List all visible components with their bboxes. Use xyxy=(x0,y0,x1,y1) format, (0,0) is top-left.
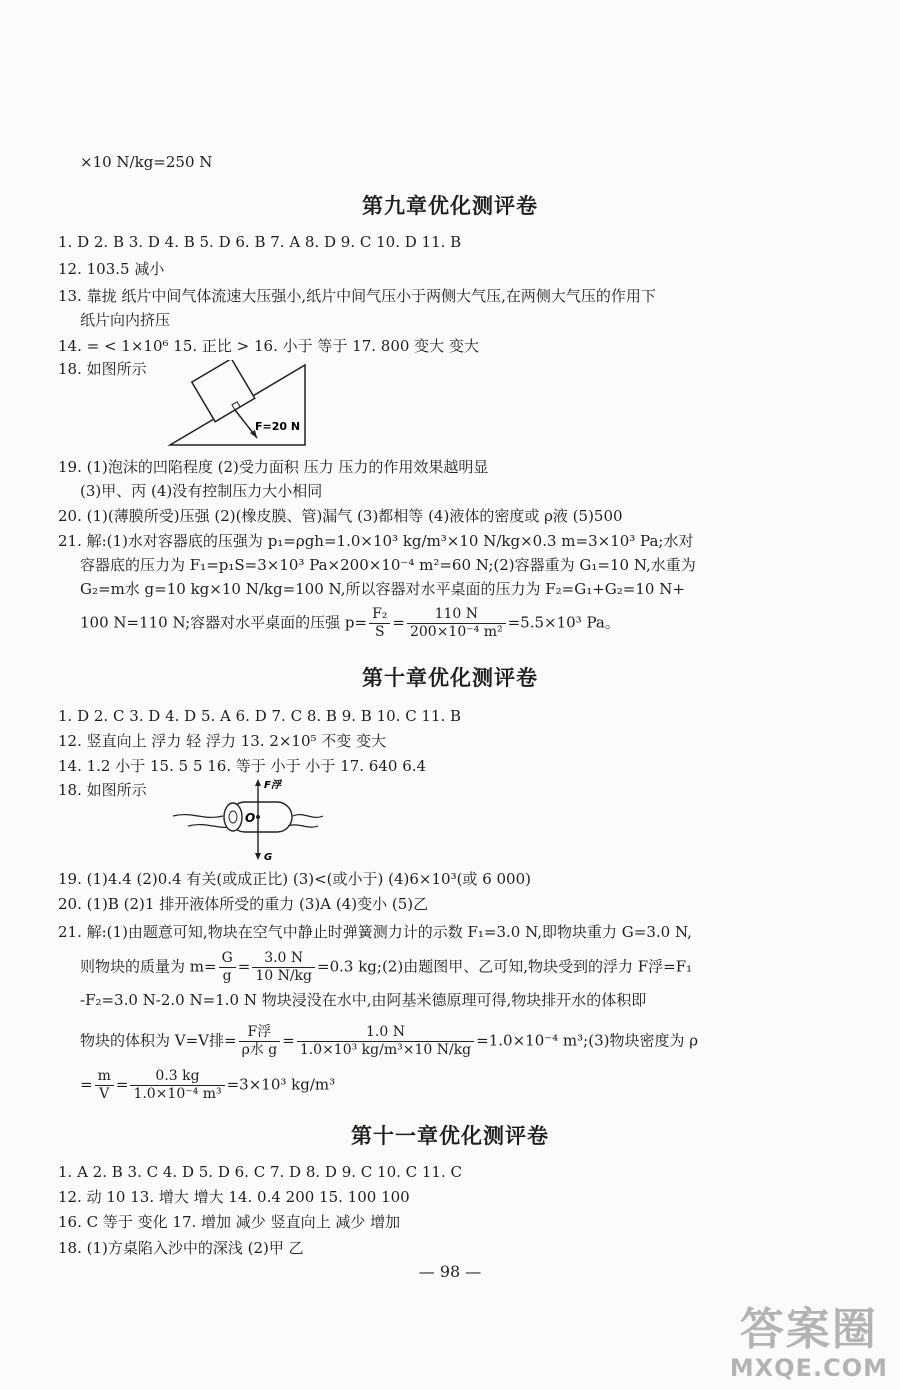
c9-answer-18: 18. 如图所示 xyxy=(58,360,147,378)
c9-answer-19-cont: (3)甲、丙 (4)没有控制压力大小相同 xyxy=(80,482,323,500)
denominator: 10 N/kg xyxy=(255,968,313,984)
numerator: 0.3 kg xyxy=(130,1068,224,1086)
buoyancy-diagram xyxy=(168,776,328,864)
c9-answer-13-cont: 纸片向内挤压 xyxy=(80,311,171,329)
c10-answer-20: 20. (1)B (2)1 排开液体所受的重力 (3)A (4)变小 (5)乙 xyxy=(58,895,429,913)
fraction xyxy=(130,1068,224,1103)
denominator: V xyxy=(99,1086,110,1102)
c9-answer-21-cont1: 容器底的压力为 F₁=p₁S=3×10³ Pa×200×10⁻⁴ m²=60 N;(2)容器重为 G₁=10 N,水重为 xyxy=(80,556,696,574)
c10-answer-21-cont3 xyxy=(80,1024,840,1059)
page-number: — 98 — xyxy=(418,1262,482,1281)
continued-line: ×10 N/kg=250 N xyxy=(80,153,213,171)
chapter-10-title: 第十章优化测评卷 xyxy=(362,666,538,690)
fraction xyxy=(369,606,390,641)
denominator: ρ水 g xyxy=(241,1042,278,1058)
c9-answer-19: 19. (1)泡沫的凹陷程度 (2)受力面积 压力 压力的作用效果越明显 xyxy=(58,458,489,476)
numerator: F₂ xyxy=(369,606,390,624)
denominator: 1.0×10⁻⁴ m³ xyxy=(133,1086,222,1102)
text: = xyxy=(80,1075,93,1094)
incline-force-diagram xyxy=(165,360,315,450)
text: =1.0×10⁻⁴ m³;(3)物块密度为 ρ xyxy=(476,1031,699,1050)
watermark-logo xyxy=(730,1306,888,1382)
c9-answer-20: 20. (1)(薄膜所受)压强 (2)(橡皮膜、管)漏气 (3)都相等 (4)液体的密度或 ρ液 (5)500 xyxy=(58,507,623,525)
fraction xyxy=(239,1024,281,1059)
fraction xyxy=(252,950,315,985)
c10-answers-12-13: 12. 竖直向上 浮力 轻 浮力 13. 2×10⁵ 不变 变大 xyxy=(58,732,387,750)
fraction xyxy=(95,1068,114,1103)
text: 则物块的质量为 m= xyxy=(80,957,217,976)
gravity-label: G xyxy=(264,852,273,863)
fraction xyxy=(407,606,506,641)
denominator: 200×10⁻⁴ m² xyxy=(409,624,503,640)
text: = xyxy=(237,957,251,976)
numerator: G xyxy=(219,950,236,968)
numerator: 110 N xyxy=(407,606,506,624)
denominator: S xyxy=(374,624,385,640)
c10-answers-1-11: 1. D 2. C 3. D 4. D 5. A 6. D 7. C 8. B 9. B 10. C 11. B xyxy=(58,707,462,725)
numerator: 1.0 N xyxy=(297,1024,474,1042)
text: 100 N=110 N;容器对水平桌面的压强 p= xyxy=(80,613,368,632)
c10-answer-18: 18. 如图所示 xyxy=(58,781,147,799)
c10-answer-21: 21. 解:(1)由题意可知,物块在空气中静止时弹簧测力计的示数 F₁=3.0 N,即物块重力 G=3.0 N, xyxy=(58,923,692,941)
c10-answer-19: 19. (1)4.4 (2)0.4 有关(或成正比) (3)<(或小于) (4)6×10³(或 6 000) xyxy=(58,870,531,888)
text: = xyxy=(392,613,405,632)
c10-answer-21-cont1 xyxy=(80,950,840,985)
chapter-11-title: 第十一章优化测评卷 xyxy=(351,1124,549,1148)
c9-answer-21-cont3 xyxy=(80,606,840,641)
c10-answers-14-17: 14. 1.2 小于 15. 5 5 16. 等于 小于 小于 17. 640 6.4 xyxy=(58,757,427,775)
chapter-9-title: 第九章优化测评卷 xyxy=(362,194,538,218)
text: = xyxy=(115,1075,129,1094)
c11-answer-18: 18. (1)方桌陷入沙中的深浅 (2)甲 乙 xyxy=(58,1239,304,1257)
c11-answers-1-11: 1. A 2. B 3. C 4. D 5. D 6. C 7. D 8. D 9. C 10. C 11. C xyxy=(58,1163,462,1181)
c10-answer-21-cont2: -F₂=3.0 N-2.0 N=1.0 N 物块浸没在水中,由阿基米德原理可得,物块排开水的体积即 xyxy=(80,991,647,1009)
watermark-url: MXQE.COM xyxy=(729,1354,888,1382)
text: =0.3 kg;(2)由题图甲、乙可知,物块受到的浮力 F浮=F₁ xyxy=(317,957,693,976)
c9-answer-21-cont2: G₂=m水 g=10 kg×10 N/kg=100 N,所以容器对水平桌面的压力为 F₂=G₁+G₂=10 N+ xyxy=(80,580,685,598)
c11-answers-12-15: 12. 动 10 13. 增大 增大 14. 0.4 200 15. 100 100 xyxy=(58,1188,410,1206)
denominator: 1.0×10³ kg/m³×10 N/kg xyxy=(299,1042,472,1058)
numerator: F浮 xyxy=(239,1024,281,1042)
c10-answer-21-cont4 xyxy=(80,1068,840,1103)
text: = xyxy=(282,1031,295,1050)
numerator: 3.0 N xyxy=(252,950,315,968)
buoyancy-label: F浮 xyxy=(264,780,281,791)
denominator: g xyxy=(222,968,232,984)
force-label: F=20 N xyxy=(255,420,301,433)
text: 物块的体积为 V=V排= xyxy=(80,1031,237,1050)
c9-answer-12: 12. 103.5 减小 xyxy=(58,260,165,278)
center-label: O xyxy=(245,811,256,825)
text: =5.5×10³ Pa。 xyxy=(507,613,620,632)
numerator: m xyxy=(95,1068,114,1086)
text: =3×10³ kg/m³ xyxy=(226,1075,336,1094)
c11-answers-16-17: 16. C 等于 变化 17. 增加 减少 竖直向上 减少 增加 xyxy=(58,1213,401,1231)
fraction xyxy=(297,1024,474,1059)
fraction xyxy=(219,950,236,985)
c9-answer-13: 13. 靠拢 纸片中间气体流速大压强小,纸片中间气压小于两侧大气压,在两侧大气压的作用下 xyxy=(58,287,656,305)
c9-answer-21: 21. 解:(1)水对容器底的压强为 p₁=ρgh=1.0×10³ kg/m³×10 N/kg×0.3 m=3×10³ Pa;水对 xyxy=(58,532,694,550)
c9-answers-1-11: 1. D 2. B 3. D 4. B 5. D 6. B 7. A 8. D 9. C 10. D 11. B xyxy=(58,233,462,251)
watermark-text: 答案圈 xyxy=(739,1304,878,1355)
c9-answers-14-17: 14. = < 1×10⁶ 15. 正比 > 16. 小于 等于 17. 800 变大 变大 xyxy=(58,337,479,355)
